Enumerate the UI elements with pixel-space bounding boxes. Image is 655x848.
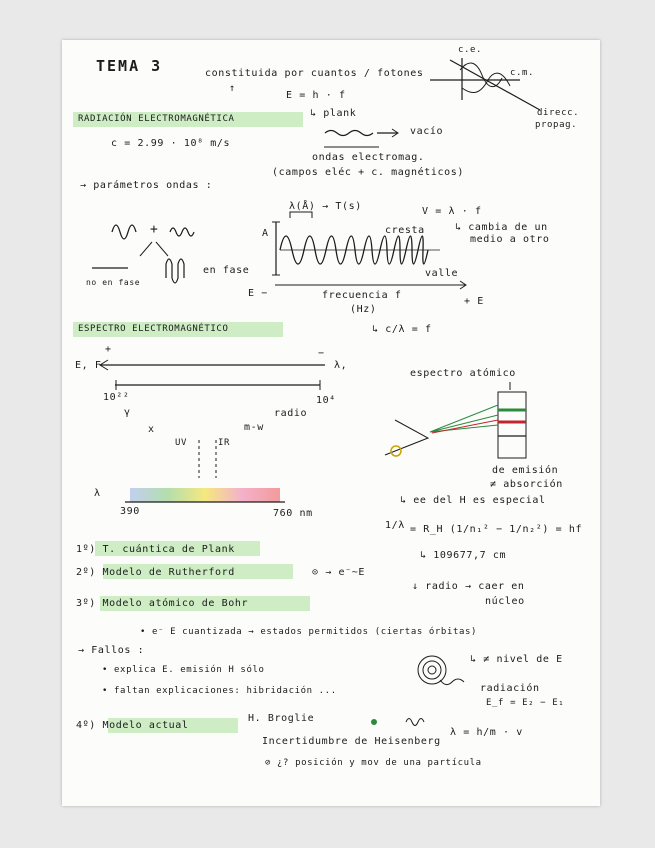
param-a: A bbox=[262, 228, 269, 239]
radiacion-speed: c = 2.99 · 10⁸ m/s bbox=[111, 138, 231, 149]
rydberg-frac: 1/λ bbox=[385, 520, 405, 531]
param-v-eq: V = λ · f bbox=[422, 206, 482, 217]
radiacion-heading: RADIACIÓN ELECTROMAGNÉTICA bbox=[78, 114, 235, 124]
esp-gamma: γ bbox=[124, 407, 131, 418]
esp-absorcion: ≠ absorción bbox=[490, 479, 563, 490]
modelo-2-res2: núcleo bbox=[485, 596, 525, 607]
param-c-lambda: ↳ c/λ = f bbox=[372, 324, 432, 335]
esp-uv: UV bbox=[175, 438, 188, 448]
esp-rydberg: = R_H (1/n₁² − 1/n₂²) = hf bbox=[410, 524, 583, 535]
wavy-arrow bbox=[325, 131, 373, 136]
parametros-label: → parámetros ondas : bbox=[80, 180, 213, 191]
param-cambia: ↳ cambia de un bbox=[455, 222, 548, 233]
fallo-1: • explica E. emisión H sólo bbox=[102, 665, 265, 675]
modelo-heis: Incertidumbre de Heisenberg bbox=[262, 736, 441, 747]
modelo-1: 1º) T. cuántica de Plank bbox=[76, 544, 235, 555]
esp-x: x bbox=[148, 424, 155, 435]
modelo-broglie-eq: λ = h/m · v bbox=[450, 727, 523, 738]
fallo-2: • faltan explicaciones: hibridación ... bbox=[102, 686, 337, 696]
param-no-en-fase: no en fase bbox=[86, 278, 141, 287]
intro-arrow-up: ↑ bbox=[229, 83, 236, 94]
esp-390: 390 bbox=[120, 506, 140, 517]
in-phase-wave bbox=[166, 259, 184, 283]
param-hz: (Hz) bbox=[350, 304, 377, 315]
param-en-fase: en fase bbox=[203, 265, 250, 276]
esp-lambda: λ bbox=[94, 488, 101, 499]
esp-atomico: espectro atómico bbox=[410, 368, 516, 379]
modelo-3-e: • e⁻ E cuantizada → estados permitidos (ciertas órbitas) bbox=[140, 627, 478, 637]
intro-plank: ↳ plank bbox=[310, 108, 357, 119]
page-title: TEMA 3 bbox=[96, 57, 163, 75]
param-lambda: λ(Å) → T(s) bbox=[289, 201, 362, 212]
esp-e22: 10²² bbox=[103, 392, 130, 403]
intro-ondas: ondas electromag. bbox=[312, 152, 425, 163]
esp-ir: IR bbox=[218, 438, 231, 448]
param-plus: + bbox=[150, 222, 159, 237]
prop-propag: propag. bbox=[535, 120, 578, 130]
esp-lambda-end: λ, bbox=[334, 360, 348, 371]
prop-ce: c.e. bbox=[458, 45, 483, 55]
prop-direcc: direcc. bbox=[537, 108, 580, 118]
intro-vacio: vacío bbox=[410, 126, 444, 137]
esp-radio: radio bbox=[274, 408, 308, 419]
intro-energy: E = h · f bbox=[286, 90, 346, 101]
param-medio: medio a otro bbox=[470, 234, 550, 245]
esp-ley: ↳ ee del H es especial bbox=[400, 495, 546, 506]
param-valle: valle bbox=[425, 268, 459, 279]
param-cresta: cresta bbox=[385, 225, 425, 236]
modelo-2: 2º) Modelo de Rutherford bbox=[76, 567, 235, 578]
esp-760: 760 nm bbox=[273, 508, 313, 519]
modelo-rad: radiación bbox=[480, 683, 540, 694]
espectro-heading: ESPECTRO ELECTROMAGNÉTICO bbox=[78, 324, 229, 334]
intro-campos: (campos eléc + c. magnéticos) bbox=[272, 167, 464, 178]
modelo-heis2: ⊘ ¿? posición y mov de una partícula bbox=[265, 758, 482, 768]
modelo-2-res: ↓ radio → caer en bbox=[412, 581, 525, 592]
esp-rydberg-val: ↳ 109677,7 cm bbox=[420, 550, 507, 561]
intro-constituida: constituida por cuantos / fotones bbox=[205, 68, 424, 79]
small-wave-1 bbox=[112, 225, 136, 239]
param-plus-e: + E bbox=[464, 296, 484, 307]
esp-plus: + bbox=[105, 344, 112, 355]
fallos-label: → Fallos : bbox=[78, 645, 145, 656]
esp-emision: de emisión bbox=[492, 465, 559, 476]
modelo-3: 3º) Modelo atómico de Bohr bbox=[76, 598, 249, 609]
modelo-3-niv: ↳ ≠ nivel de E bbox=[470, 654, 563, 665]
modelo-2-tail: ⊙ → e⁻~E bbox=[312, 567, 365, 578]
atomic-spectrum-box bbox=[498, 392, 526, 458]
esp-minus: − bbox=[318, 348, 325, 359]
modelo-4: 4º) Modelo actual bbox=[76, 720, 189, 731]
prop-cm: c.m. bbox=[510, 68, 535, 78]
orbit-diagram bbox=[418, 656, 464, 685]
visible-spectrum bbox=[130, 488, 280, 502]
modelo-ef: E_f = E₂ − E₁ bbox=[486, 698, 565, 708]
esp-mw: m-w bbox=[244, 422, 264, 433]
param-frecuencia: frecuencia f bbox=[322, 290, 402, 301]
propagation-diagram bbox=[430, 58, 540, 110]
esp-ef: E, F bbox=[75, 360, 102, 371]
param-e-minus: E − bbox=[248, 288, 268, 299]
modelo-broglie: H. Broglie bbox=[248, 713, 315, 724]
small-wave-2 bbox=[170, 228, 194, 236]
esp-e4: 10⁴ bbox=[316, 395, 336, 406]
